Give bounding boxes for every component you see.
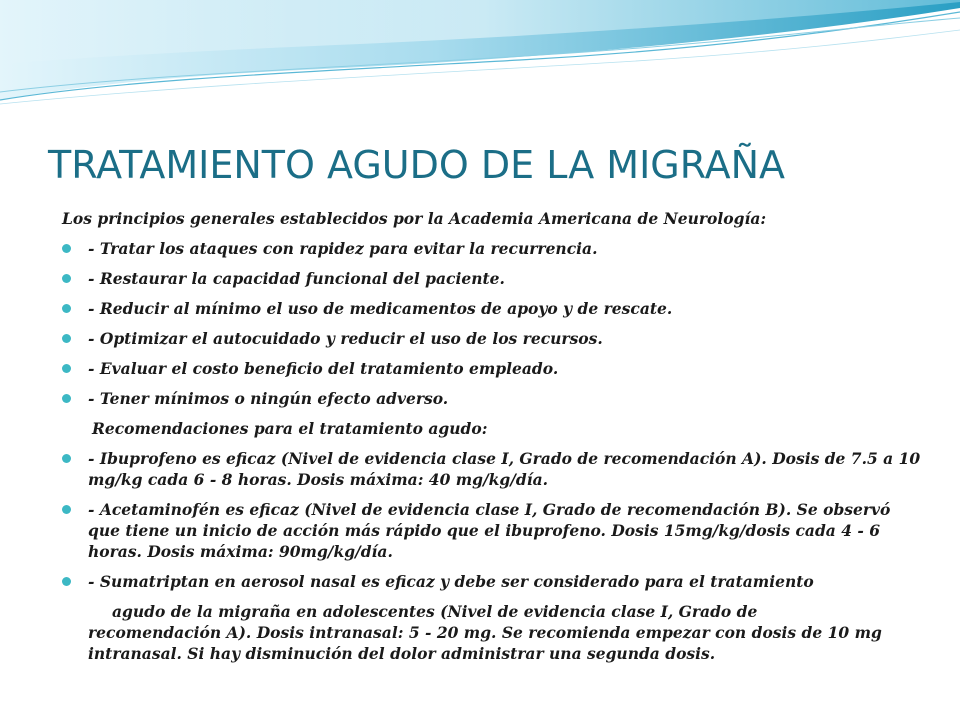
recommendations-heading: Recomendaciones para el tratamiento agudo:	[92, 419, 488, 438]
principle-text: - Evaluar el costo beneficio del tratamiento empleado.	[88, 359, 559, 378]
recommendation-text: - Sumatriptan en aerosol nasal es eficaz y debe ser considerado para el tratamiento	[88, 572, 814, 591]
slide-body	[62, 208, 922, 664]
bullet-dot-icon	[62, 244, 71, 253]
continuation-first-line: agudo de la migraña en adolescentes (Nivel de evidencia clase I, Grado de	[112, 602, 758, 621]
bullet-dot-icon	[62, 505, 71, 514]
bullet-dot-icon	[62, 577, 71, 586]
principle-text: - Optimizar el autocuidado y reducir el uso de los recursos.	[88, 329, 603, 348]
header-wave-decoration	[0, 0, 960, 110]
continuation-rest: recomendación A). Dosis intranasal: 5 - 20 mg. Se recomienda empezar con dosis de 10 mg intranasal. Si hay disminución del dolor administrar una segunda dosis.	[88, 623, 882, 663]
recommendation-item	[62, 448, 922, 490]
bullet-dot-icon	[62, 394, 71, 403]
intro-text: Los principios generales establecidos por la Academia Americana de Neurología:	[62, 209, 767, 228]
recommendation-item	[62, 499, 922, 562]
principle-item	[62, 238, 922, 259]
principle-text: - Tratar los ataques con rapidez para evitar la recurrencia.	[88, 239, 598, 258]
bullet-dot-icon	[62, 334, 71, 343]
bullet-dot-icon	[62, 364, 71, 373]
principle-text: - Reducir al mínimo el uso de medicamentos de apoyo y de rescate.	[88, 299, 673, 318]
recommendation-text: - Ibuprofeno es eficaz (Nivel de evidencia clase I, Grado de recomendación A). Dosis de 7.5 a 10 mg/kg cada 6 - 8 horas. Dosis máxima: 40 mg/kg/día.	[88, 449, 921, 489]
bullet-dot-icon	[62, 274, 71, 283]
slide-title: TRATAMIENTO AGUDO DE LA MIGRAÑA	[48, 143, 786, 187]
principle-item	[62, 328, 922, 349]
recommendation-item	[62, 571, 922, 592]
principle-item	[62, 298, 922, 319]
principle-item	[62, 268, 922, 289]
principle-text: - Restaurar la capacidad funcional del paciente.	[88, 269, 505, 288]
principle-item	[62, 388, 922, 409]
bullet-dot-icon	[62, 304, 71, 313]
recommendation-continuation	[62, 601, 922, 664]
principle-item	[62, 358, 922, 379]
bullet-dot-icon	[62, 454, 71, 463]
principle-text: - Tener mínimos o ningún efecto adverso.	[88, 389, 449, 408]
recommendation-text: - Acetaminofén es eficaz (Nivel de evidencia clase I, Grado de recomendación B). Se observó que tiene un inicio de acción más rápido que el ibuprofeno. Dosis 15mg/kg/dosis cada 4 - 6 horas. Dosis máxima: 90mg/kg/día.	[88, 500, 891, 561]
